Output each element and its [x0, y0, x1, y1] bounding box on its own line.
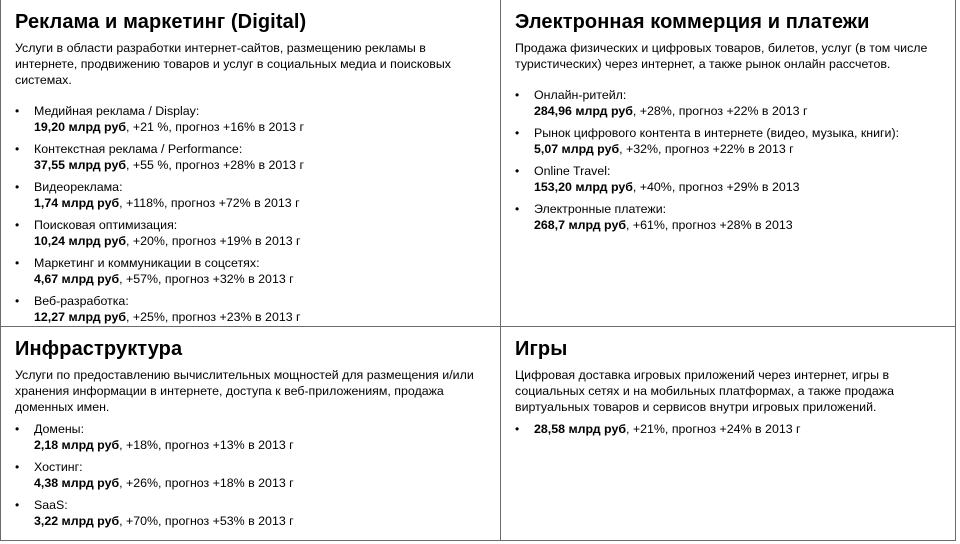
bullet-icon: • [515, 126, 520, 140]
item-label: SaaS: [34, 498, 68, 512]
item-label: Маркетинг и коммуникации в соцсетях: [34, 256, 260, 270]
item-growth: , +18%, прогноз +13% в 2013 г [119, 438, 294, 452]
list-item [515, 87, 942, 119]
item-value: 10,24 млрд руб [34, 234, 127, 248]
quadrant-description: Цифровая доставка игровых приложений через интернет, игры в социальных сетях и на мобильных платформах, а также продажа виртуальных товаров и сервисов внутри игровых приложений. [515, 368, 894, 414]
item-growth: , +28%, прогноз +22% в 2013 г [632, 104, 808, 118]
item-growth: , +118%, прогноз +72% в 2013 г [119, 196, 300, 210]
quadrant-title: Игры [515, 338, 568, 360]
list-item [515, 125, 942, 157]
list-item [515, 201, 942, 233]
item-value: 153,20 млрд руб [534, 180, 633, 194]
quadrant-infrastructure [1, 327, 501, 540]
item-value: 19,20 млрд руб [34, 120, 127, 134]
list-item [15, 217, 486, 249]
item-label: Рынок цифрового контента в интернете (видео, музыка, книги): [534, 126, 900, 140]
quadrant-description: Продажа физических и цифровых товаров, билетов, услуг (в том числе туристических) через интернет, а также рынок онлайн рассчетов. [515, 41, 928, 71]
quadrant-title: Электронная коммерция и платежи [515, 11, 870, 33]
quadrant-digital [1, 0, 501, 327]
item-label: Медийная реклама / Display: [34, 104, 200, 118]
bullet-icon: • [15, 460, 20, 474]
quadrant-games [501, 327, 956, 540]
item-value: 4,67 млрд руб [34, 272, 120, 286]
bullet-icon: • [15, 256, 20, 270]
quadrant-ecommerce [501, 0, 956, 327]
segment-list [15, 421, 486, 529]
item-value: 2,18 млрд руб [34, 438, 120, 452]
list-item [15, 103, 486, 135]
item-growth: , +32%, прогноз +22% в 2013 г [619, 142, 794, 156]
list-item [15, 459, 486, 491]
list-item [15, 255, 486, 287]
quadrant-title: Инфраструктура [15, 338, 183, 360]
item-label: Электронные платежи: [534, 202, 667, 216]
list-item [15, 421, 486, 453]
bullet-icon: • [15, 104, 20, 118]
item-value: 5,07 млрд руб [534, 142, 620, 156]
item-growth: , +70%, прогноз +53% в 2013 г [119, 514, 294, 528]
item-value: 284,96 млрд руб [534, 104, 633, 118]
item-growth: , +61%, прогноз +28% в 2013 [626, 218, 793, 232]
segment-list [515, 87, 942, 233]
list-item [15, 179, 486, 211]
item-label: Online Travel: [534, 164, 611, 178]
bullet-icon: • [15, 142, 20, 156]
bullet-icon: • [515, 422, 520, 436]
segment-list [15, 103, 486, 325]
bullet-icon: • [515, 88, 520, 102]
item-label: Поисковая оптимизация: [34, 218, 178, 232]
quadrant-description: Услуги в области разработки интернет-сайтов, размещению рекламы в интернете, продвижению товаров и услуг в социальных медиа и поисковых системах. [15, 41, 451, 87]
item-growth: , +25%, прогноз +23% в 2013 г [126, 310, 301, 324]
bullet-icon: • [15, 498, 20, 512]
item-value: 12,27 млрд руб [34, 310, 127, 324]
item-value: 4,38 млрд руб [34, 476, 120, 490]
item-growth: , +21 %, прогноз +16% в 2013 г [126, 120, 305, 134]
bullet-icon: • [15, 218, 20, 232]
item-label: Веб-разработка: [34, 294, 129, 308]
list-item [15, 141, 486, 173]
list-item [15, 497, 486, 529]
item-growth: , +55 %, прогноз +28% в 2013 г [126, 158, 305, 172]
list-item [515, 421, 942, 437]
item-growth: , +40%, прогноз +29% в 2013 [632, 180, 800, 194]
quadrant-title: Реклама и маркетинг (Digital) [15, 11, 307, 33]
item-label: Онлайн-ритейл: [534, 88, 627, 102]
bullet-icon: • [15, 294, 20, 308]
bullet-icon: • [15, 422, 20, 436]
item-label: Контекстная реклама / Performance: [34, 142, 243, 156]
item-label: Домены: [34, 422, 85, 436]
item-value: 1,74 млрд руб [34, 196, 120, 210]
item-growth: , +21%, прогноз +24% в 2013 г [626, 422, 801, 436]
item-label: Видеореклама: [34, 180, 123, 194]
item-growth: , +26%, прогноз +18% в 2013 г [119, 476, 294, 490]
item-value: 3,22 млрд руб [34, 514, 120, 528]
segment-list [515, 421, 942, 437]
item-value: 28,58 млрд руб [534, 422, 627, 436]
list-item [15, 293, 486, 325]
item-growth: , +20%, прогноз +19% в 2013 г [126, 234, 301, 248]
item-value: 37,55 млрд руб [34, 158, 127, 172]
item-growth: , +57%, прогноз +32% в 2013 г [119, 272, 294, 286]
item-value: 268,7 млрд руб [534, 218, 627, 232]
bullet-icon: • [515, 202, 520, 216]
bullet-icon: • [15, 180, 20, 194]
bullet-icon: • [515, 164, 520, 178]
list-item [515, 163, 942, 195]
quadrant-description: Услуги по предоставлению вычислительных мощностей для размещения и/или хранения информации в интернете, доступа к веб-приложениям, продажа доменных имен. [15, 368, 474, 414]
item-label: Хостинг: [34, 460, 83, 474]
